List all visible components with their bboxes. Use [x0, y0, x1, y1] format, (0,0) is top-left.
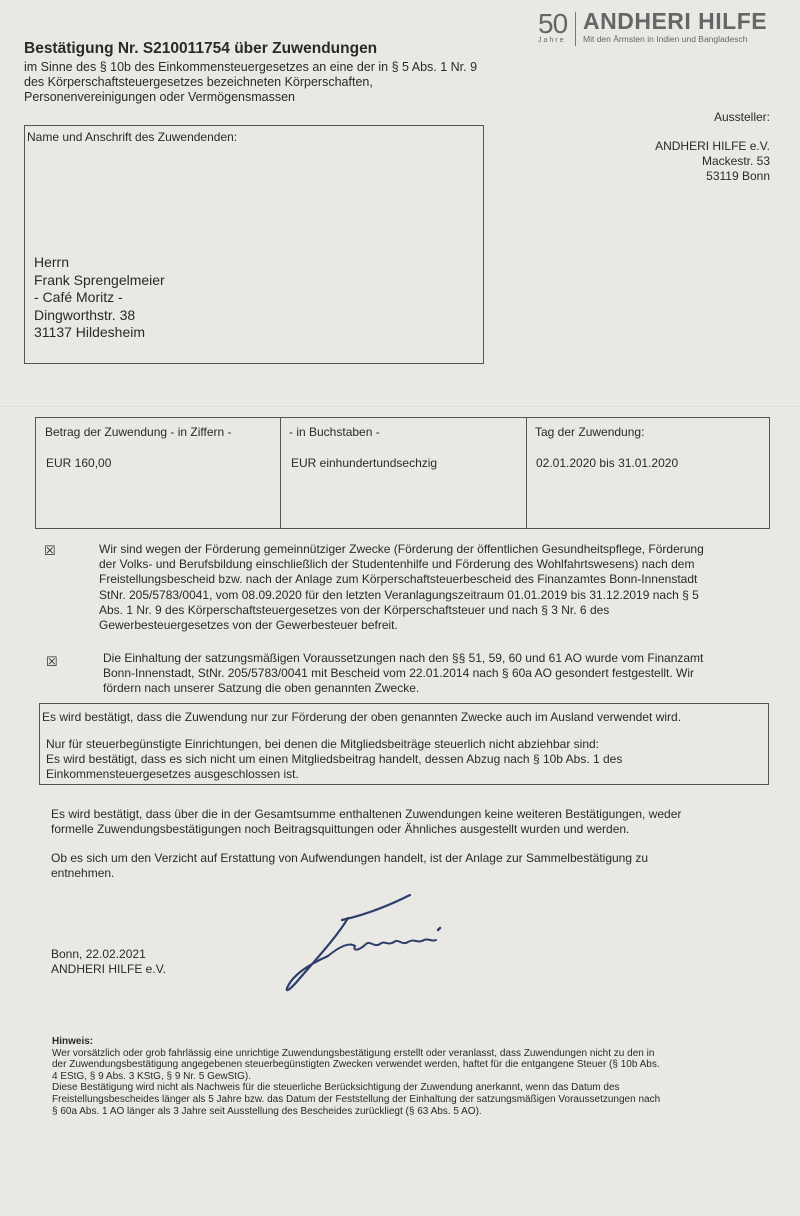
subtitle-line: des Körperschaftsteuergesetzes bezeichneten Körperschaften,: [24, 75, 373, 89]
donor-address: [34, 254, 165, 342]
legal-note: [52, 1036, 768, 1117]
paper-fold: [0, 406, 800, 408]
note-line: der Zuwendungsbestätigung angegebenen steuerbegünstigten Zwecken verwendet werden, haftet für die entgangene Steuer (§ 10b Abs.: [52, 1059, 660, 1071]
statement-line: Wir sind wegen der Förderung gemeinnütziger Zwecke (Förderung der öffentlichen Gesundheitspflege, Förderung: [99, 542, 704, 556]
amount-words-value: EUR einhundertundsechzig: [291, 456, 438, 470]
place-date: Bonn, 22.02.2021: [51, 947, 146, 961]
note-line: § 60a Abs. 1 AO länger als 3 Jahre seit Ausstellung des Bescheides zurückliegt (§ 63 Abs. 5 AO).: [52, 1105, 482, 1117]
donor-line: 31137 Hildesheim: [34, 324, 146, 340]
expense-waiver-statement: [51, 851, 648, 881]
note-line: 4 EStG, § 9 Abs. 3 KStG, § 9 Nr. 5 GewStG).: [52, 1070, 251, 1082]
donor-line: - Café Moritz -: [34, 289, 123, 305]
logo-name: ANDHERI HILFE: [583, 8, 768, 34]
statement-line: formelle Zuwendungsbestätigungen noch Beitragsquittungen oder Ähnliches ausgestellt wurden und werden.: [51, 822, 630, 837]
handwritten-signature: [280, 890, 470, 1000]
statement-line: Bonn-Innenstadt, StNr. 205/5783/0041 mit Bescheid vom 22.01.2014 nach § 60a AO gesondert festgestellt. Wir: [103, 666, 695, 681]
donation-date-value: 02.01.2020 bis 31.01.2020: [536, 456, 679, 470]
donor-label: Name und Anschrift des Zuwendenden:: [27, 130, 238, 144]
membership-fee-confirmation: [46, 737, 622, 783]
signature-org: ANDHERI HILFE e.V.: [51, 962, 166, 977]
no-further-confirmations-statement: [51, 807, 681, 837]
donor-line: Frank Sprengelmeier: [34, 271, 165, 288]
amount-words-label: - in Buchstaben -: [289, 425, 380, 439]
statement-line: Es wird bestätigt, dass über die in der Gesamtsumme enthaltenen Zuwendungen keine weiteren Bestätigungen, weder: [51, 807, 682, 821]
statement-line: der Volks- und Berufsbildung einschließlich der Studentenhilfe und Förderung des Wohlfahrtswesens) nach dem: [99, 557, 695, 572]
statement-line: Einkommensteuergesetzes ausgeschlossen ist.: [46, 767, 299, 782]
amount-digits-value: EUR 160,00: [46, 456, 112, 470]
statement-line: Die Einhaltung der satzungsmäßigen Voraussetzungen nach den §§ 51, 59, 60 und 61 AO wurde vom Finanzamt: [103, 651, 704, 665]
issuer-label: Aussteller:: [713, 110, 770, 124]
statement-line: entnehmen.: [51, 866, 115, 881]
statement-line: Ob es sich um den Verzicht auf Erstattung von Aufwendungen handelt, ist der Anlage zur Sammelbestätigung zu: [51, 851, 649, 865]
signature-block: [51, 947, 166, 977]
tax-exemption-statement: [99, 542, 704, 633]
document-subtitle: [24, 60, 544, 105]
statement-line: StNr. 205/5783/0041, vom 08.09.2020 für den letzten Veranlagungszeitraum 01.01.2019 bis 31.12.2019 nach § 5: [99, 587, 699, 602]
statutory-requirements-statement: [103, 651, 703, 697]
statement-line: Nur für steuerbegünstigte Einrichtungen, bei denen die Mitgliedsbeiträge steuerlich nicht abziehbar sind:: [46, 737, 600, 751]
note-line: Freistellungsbescheides länger als 5 Jahre bzw. das Datum der Feststellung der Einhaltung der satzungsmäßigen Voraussetzungen nach: [52, 1093, 661, 1105]
statement-line: Es wird bestätigt, dass es sich nicht um einen Mitgliedsbeitrag handelt, dessen Abzug nach § 10b Abs. 1 des: [46, 752, 623, 767]
subtitle-line: Personenvereinigungen oder Vermögensmassen: [24, 90, 296, 104]
statement-line: Freistellungsbescheid bzw. nach der Anlage zum Körperschaftsteuerbescheid des Finanzamtes Bonn-Innenstadt: [99, 572, 698, 587]
issuer-name: ANDHERI HILFE e.V.: [655, 139, 770, 153]
foreign-use-confirmation: Es wird bestätigt, dass die Zuwendung nur zur Förderung der oben genannten Zwecke auch im Ausland verwendet wird.: [42, 710, 682, 724]
donation-date-label: Tag der Zuwendung:: [535, 425, 645, 439]
amount-column-divider: [526, 418, 527, 528]
donor-line: Dingworthstr. 38: [34, 306, 136, 323]
statement-line: fördern nach unserer Satzung die oben genannten Zwecke.: [103, 681, 420, 696]
statement-line: Gewerbesteuergesetzes von der Gewerbesteuer befreit.: [99, 618, 398, 633]
checkbox-icon: ☒: [44, 543, 56, 558]
amount-column-divider: [280, 418, 281, 528]
issuer-address: [600, 139, 770, 184]
issuer-street: Mackestr. 53: [701, 154, 770, 168]
statement-line: Abs. 1 Nr. 9 des Körperschaftsteuergesetzes von der Körperschaftsteuer und nach § 3 Nr. 6 des: [99, 602, 610, 617]
note-line: Wer vorsätzlich oder grob fahrlässig eine unrichtige Zuwendungsbestätigung erstellt oder veranlasst, dass Zuwendungen nicht zu den in: [52, 1047, 655, 1059]
logo-divider: [575, 12, 576, 46]
document-title: Bestätigung Nr. S210011754 über Zuwendungen: [24, 40, 378, 57]
logo-tagline: Mit den Ärmsten in Indien und Bangladesch: [583, 34, 748, 44]
note-line: Diese Bestätigung wird nicht als Nachweis für die steuerliche Berücksichtigung der Zuwendung anerkannt, wenn das Datum des: [52, 1082, 620, 1094]
logo-anniversary-number: 50: [538, 8, 568, 39]
donor-line: Herrn: [34, 254, 70, 270]
logo-anniversary-label: Jahre: [538, 37, 566, 44]
amount-digits-label: Betrag der Zuwendung - in Ziffern -: [45, 425, 232, 439]
note-heading: Hinweis:: [52, 1036, 94, 1047]
issuer-city: 53119 Bonn: [706, 169, 770, 183]
subtitle-line: im Sinne des § 10b des Einkommensteuergesetzes an eine der in § 5 Abs. 1 Nr. 9: [24, 60, 478, 74]
checkbox-icon: ☒: [46, 654, 58, 669]
